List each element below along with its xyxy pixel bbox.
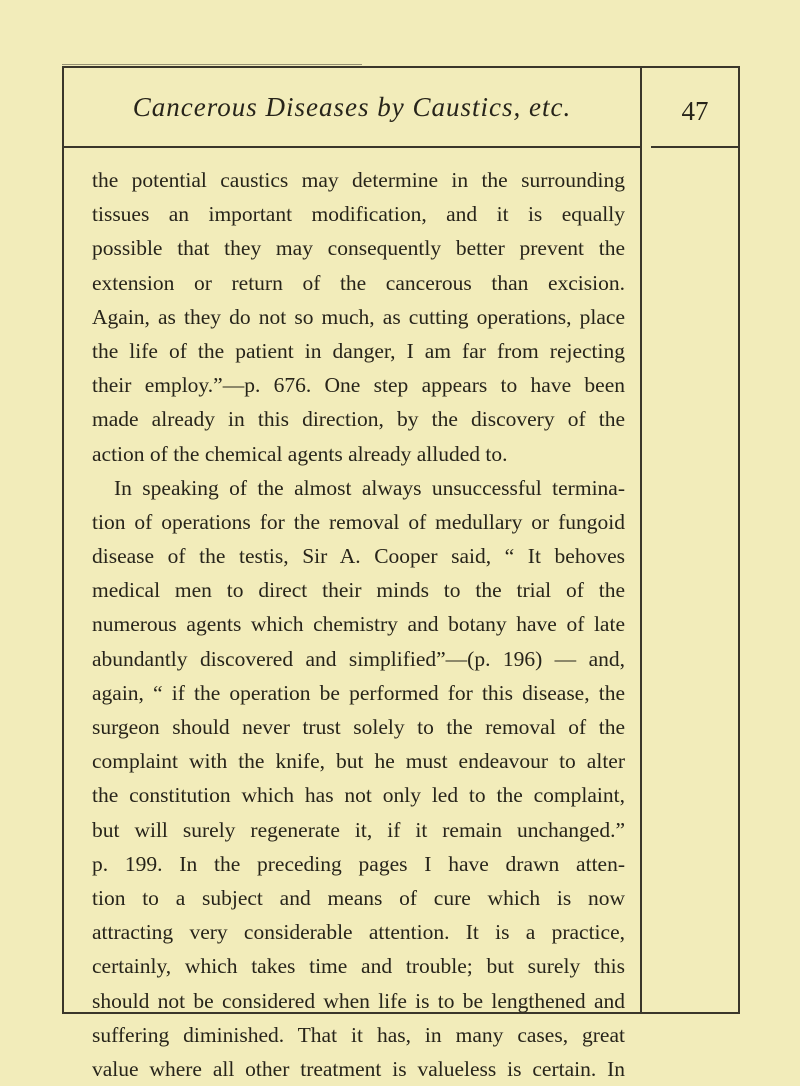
- text-line: numerous agents which chemistry and botany have of late: [92, 612, 625, 637]
- text-line: suffering diminished. That it has, in many cases, great: [92, 1022, 625, 1047]
- text-line: extension or return of the cancerous than excision.: [92, 270, 625, 295]
- text-line: tissues an important modification, and it is equally: [92, 202, 625, 227]
- text-line: In speaking of the almost always unsuccessful termina-: [114, 475, 625, 500]
- text-line: the constitution which has not only led to the complaint,: [92, 783, 625, 808]
- text-line: value where all other treatment is valueless is certain. In: [92, 1056, 625, 1081]
- text-line: tion of operations for the removal of medullary or fungoid: [92, 509, 625, 534]
- text-line: but will surely regenerate it, if it remain unchanged.”: [92, 817, 625, 842]
- text-line: the life of the patient in danger, I am far from rejecting: [92, 338, 625, 363]
- text-line: action of the chemical agents already alluded to.: [92, 441, 508, 466]
- text-line: possible that they may consequently better prevent the: [92, 236, 625, 261]
- text-line: should not be considered when life is to be lengthened and: [92, 988, 625, 1013]
- frame-top-edge: [62, 64, 362, 65]
- header-rule-margin: [651, 146, 739, 148]
- text-line: surgeon should never trust solely to the removal of the: [92, 715, 625, 739]
- text-line: the potential caustics may determine in the surrounding: [92, 168, 625, 192]
- text-line: Again, as they do not so much, as cutting operations, place: [92, 304, 625, 329]
- text-line: medical men to direct their minds to the trial of the: [92, 578, 625, 603]
- frame-column-rule: [640, 66, 642, 1013]
- text-line: made already in this direction, by the discovery of the: [92, 407, 625, 432]
- running-title: Cancerous Diseases by Caustics, etc.: [132, 92, 572, 122]
- header-rule: [62, 146, 640, 148]
- body-text: [92, 163, 625, 1086]
- text-line: again, “ if the operation be performed for this disease, the: [92, 680, 625, 705]
- text-line: attracting very considerable attention. It is a practice,: [92, 920, 625, 945]
- text-line: certainly, which takes time and trouble; but surely this: [92, 954, 625, 979]
- text-line: abundantly discovered and simplified”—(p. 196) — and,: [92, 646, 625, 671]
- page-number: 47: [681, 96, 709, 126]
- frame-right-rule: [738, 66, 740, 1013]
- text-line: p. 199. In the preceding pages I have drawn atten-: [92, 851, 625, 876]
- text-line: their employ.”—p. 676. One step appears to have been: [92, 373, 625, 398]
- text-line: disease of the testis, Sir A. Cooper said, “ It behoves: [92, 544, 625, 569]
- text-line: complaint with the knife, but he must endeavour to alter: [92, 749, 625, 774]
- text-line: tion to a subject and means of cure which is now: [92, 885, 625, 910]
- frame-left-rule: [62, 66, 64, 1013]
- frame-top-rule: [62, 66, 738, 68]
